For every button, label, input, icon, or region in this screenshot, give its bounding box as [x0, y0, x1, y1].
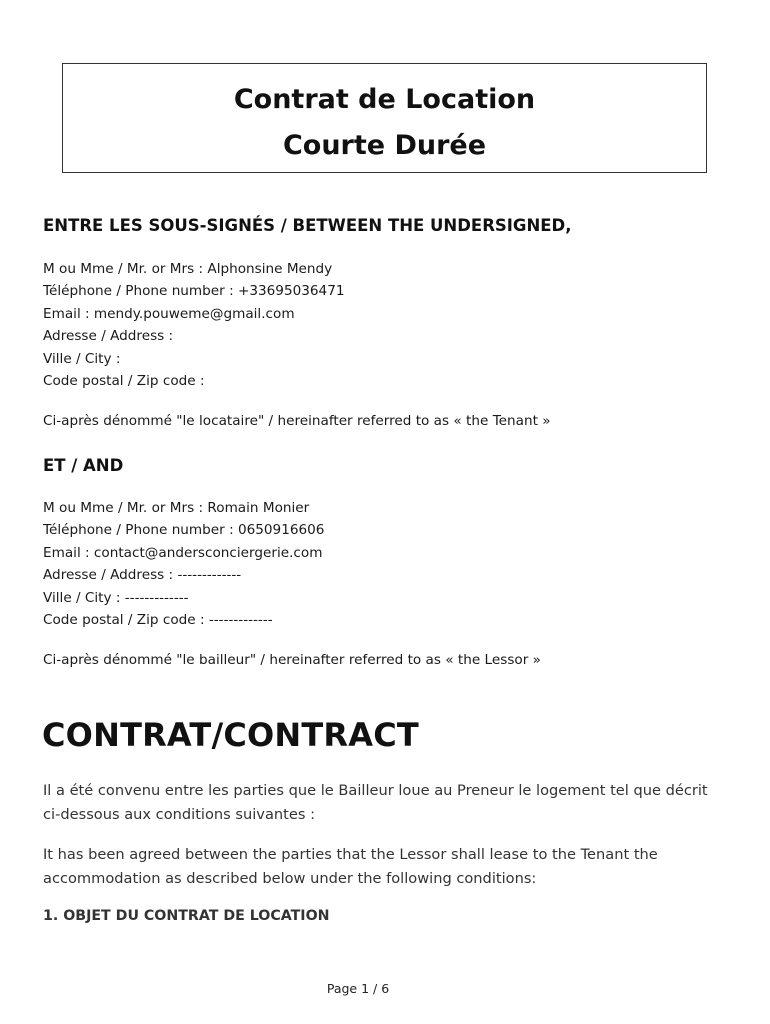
tenant-referred-as: Ci-après dénommé "le locataire" / hereinafter referred to as « the Tenant »	[43, 413, 551, 429]
contract-heading: CONTRAT/CONTRACT	[42, 716, 419, 754]
lessor-referred-as: Ci-après dénommé "le bailleur" / hereinafter referred to as « the Lessor »	[43, 652, 541, 668]
tenant-city: Ville / City :	[43, 350, 121, 367]
document-title-line-1: Contrat de Location	[233, 84, 536, 115]
tenant-address: Adresse / Address :	[43, 328, 174, 345]
lessor-phone: Téléphone / Phone number : 0650916606	[43, 522, 325, 539]
title-box	[62, 63, 707, 173]
tenant-name: M ou Mme / Mr. or Mrs : Alphonsine Mendy	[43, 261, 333, 277]
lessor-address: Adresse / Address : -------------	[43, 567, 242, 584]
tenant-email: Email : mendy.pouweme@gmail.com	[43, 305, 295, 322]
lessor-name: M ou Mme / Mr. or Mrs : Romain Monier	[43, 500, 310, 516]
contract-paragraph-en: It has been agreed between the parties that the Lessor shall lease to the Tenant the accommodation as described below under the following conditions:	[43, 846, 658, 887]
tenant-phone: Téléphone / Phone number : +33695036471	[43, 283, 345, 300]
document-title-line-2: Courte Durée	[282, 130, 487, 161]
lessor-city: Ville / City : -------------	[43, 589, 189, 606]
and-heading: ET / AND	[43, 456, 124, 475]
parties-heading: ENTRE LES SOUS-SIGNÉS / BETWEEN THE UNDERSIGNED,	[43, 216, 572, 235]
contract-paragraph-fr: Il a été convenu entre les parties que le Bailleur loue au Preneur le logement tel que décrit ci-dessous aux conditions suivantes :	[43, 782, 708, 823]
page-number: Page 1 / 6	[326, 981, 390, 996]
lessor-zip: Code postal / Zip code : -------------	[43, 612, 273, 629]
lessor-email: Email : contact@andersconciergerie.com	[43, 544, 323, 561]
lessor-details	[43, 497, 324, 631]
tenant-zip: Code postal / Zip code :	[43, 373, 205, 390]
tenant-details	[43, 258, 345, 392]
article-1-heading: 1. OBJET DU CONTRAT DE LOCATION	[43, 908, 330, 924]
